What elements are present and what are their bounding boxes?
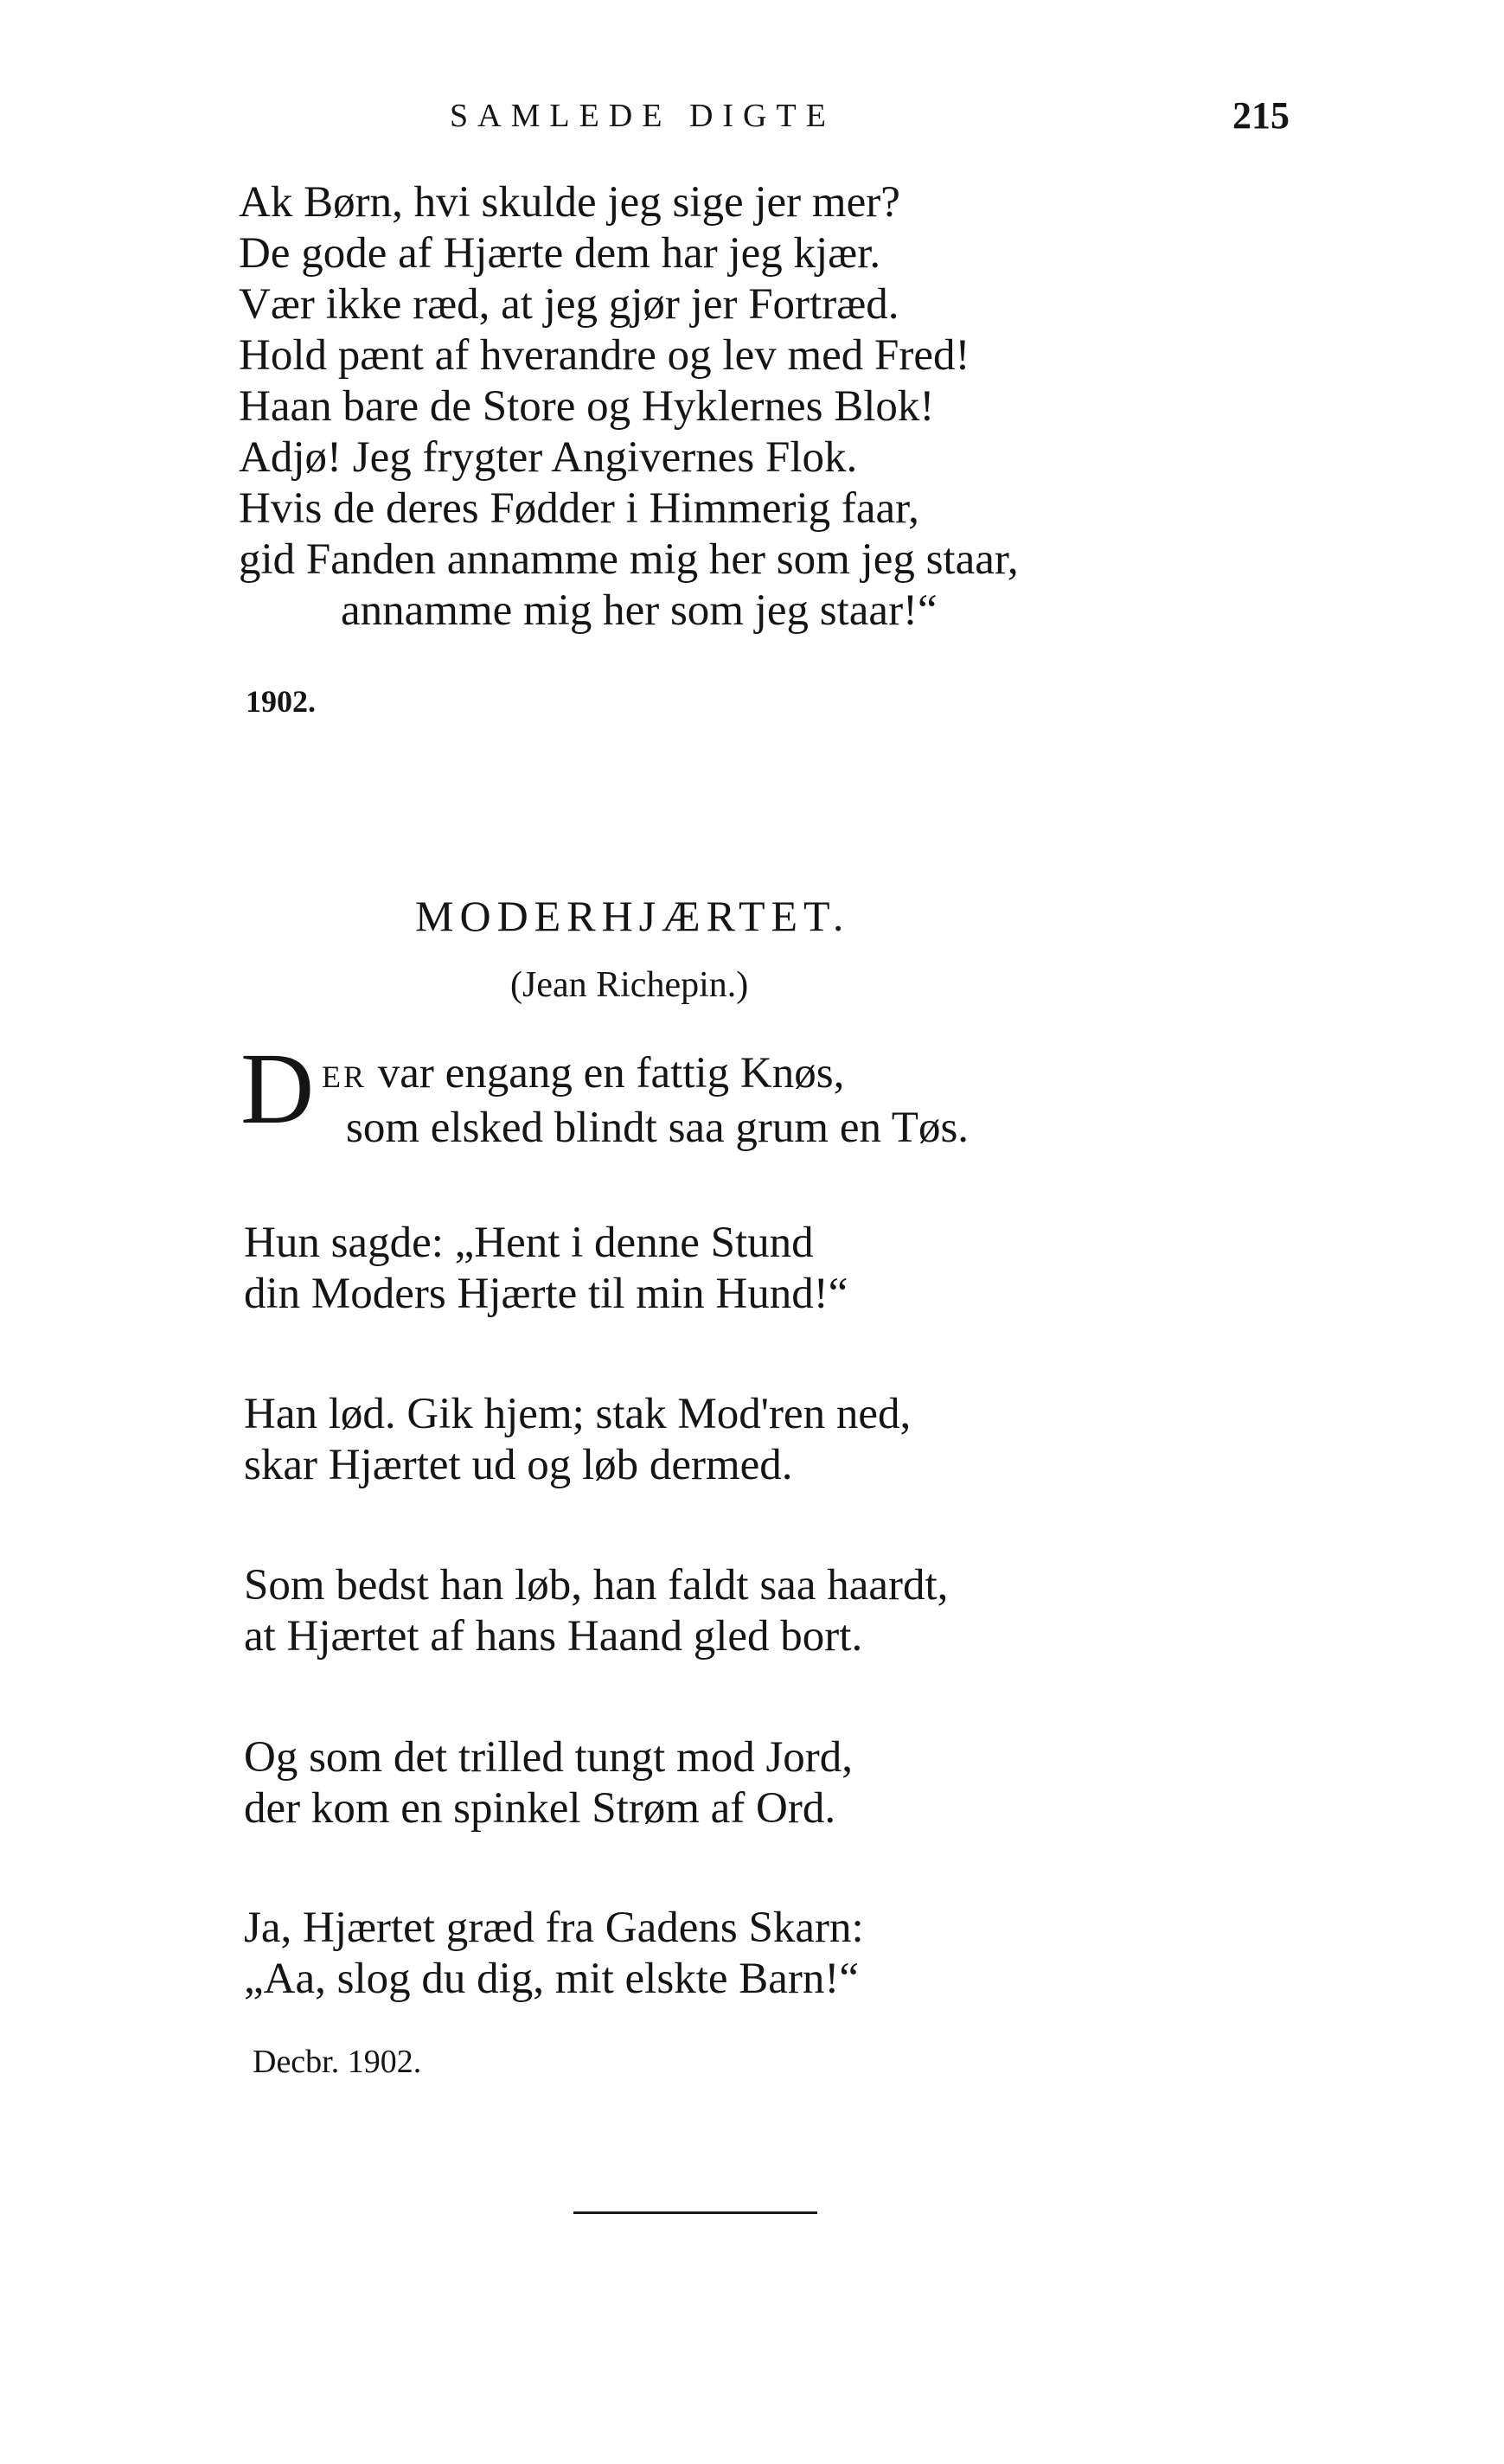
poem-title: MODERHJÆRTET.	[415, 892, 850, 940]
first-line-rest: var engang en fattig Knøs,	[367, 1049, 845, 1098]
stanza	[244, 1389, 1368, 1491]
poem-line: Som bedst han løb, han faldt saa haardt,	[244, 1561, 949, 1610]
poem-line: gid Fanden annamme mig her som jeg staar,	[239, 535, 1019, 584]
poem-line: Hvis de deres Fødder i Himmerig faar,	[239, 484, 919, 533]
poem-subtitle: (Jean Richepin.)	[510, 965, 749, 1005]
poem-line: Adjø! Jeg frygter Angivernes Flok.	[239, 433, 858, 482]
poem-line: skar Hjærtet ud og løb dermed.	[244, 1441, 793, 1489]
stanza	[244, 1218, 1368, 1320]
previous-poem-ending	[239, 177, 1363, 637]
poem-line: Haan bare de Store og Hyklernes Blok!	[239, 382, 935, 431]
first-word-caps: ER	[322, 1059, 368, 1094]
section-divider	[573, 2211, 817, 2214]
poem-refrain: annamme mig her som jeg staar!“	[341, 586, 938, 635]
drop-cap: D	[240, 1032, 315, 1145]
page-number: 215	[1232, 94, 1290, 137]
poem-line: Og som det trilled tungt mod Jord,	[244, 1733, 854, 1782]
poem-line: Ja, Hjærtet græd fra Gadens Skarn:	[244, 1904, 864, 1952]
poem-date: Decbr. 1902.	[253, 2044, 422, 2080]
poem-line: Ak Børn, hvi skulde jeg sige jer mer?	[239, 178, 900, 227]
poem-line: der kom en spinkel Strøm af Ord.	[244, 1784, 836, 1833]
stanza	[244, 1732, 1368, 1834]
poem-line: at Hjærtet af hans Haand gled bort.	[244, 1612, 863, 1661]
poem-line	[322, 1048, 1446, 1103]
poem-line: Hun sagde: „Hent i denne Stund	[244, 1219, 814, 1267]
poem-line: Han lød. Gik hjem; stak Mod'ren ned,	[244, 1390, 912, 1438]
stanza	[244, 1903, 1368, 2005]
previous-poem-date: 1902.	[246, 684, 316, 719]
poem-line: som elsked blindt saa grum en Tøs.	[346, 1104, 970, 1152]
poem-line: „Aa, slog du dig, mit elskte Barn!“	[244, 1955, 860, 2003]
poem-line: din Moders Hjærte til min Hund!“	[244, 1270, 848, 1318]
stanza	[322, 1048, 1446, 1154]
stanza	[244, 1560, 1368, 1662]
poem-line: Vær ikke ræd, at jeg gjør jer Fortræd.	[239, 280, 899, 329]
poem-line: De gode af Hjærte dem har jeg kjær.	[239, 229, 881, 278]
poem-line: Hold pænt af hverandre og lev med Fred!	[239, 331, 970, 380]
running-head: SAMLEDE DIGTE	[450, 98, 835, 134]
